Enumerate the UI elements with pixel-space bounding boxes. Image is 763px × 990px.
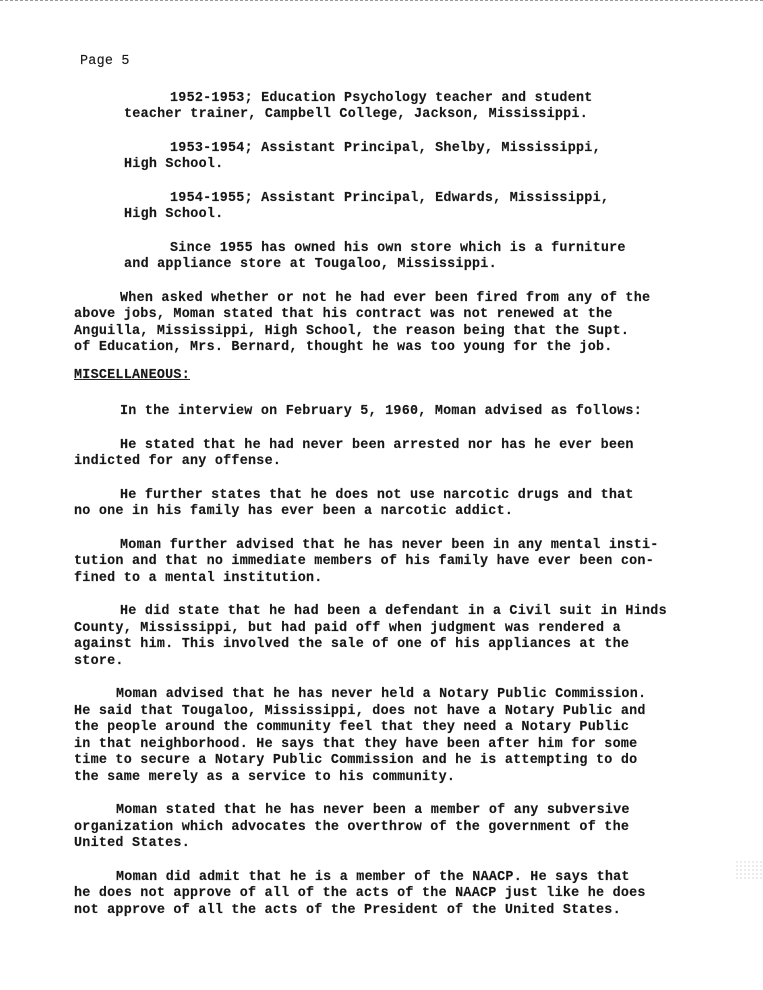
text-line: He stated that he had never been arrested nor has he ever been bbox=[120, 437, 634, 453]
text-line: 1954-1955; Assistant Principal, Edwards, Mississippi, bbox=[170, 190, 610, 206]
text-line: tution and that no immediate members of his family have ever been con- bbox=[74, 554, 654, 569]
text-line: In the interview on February 5, 1960, Moman advised as follows: bbox=[120, 404, 642, 419]
page-number: Page 5 bbox=[80, 54, 130, 69]
arrest-paragraph bbox=[74, 438, 724, 471]
text-line: High School. bbox=[124, 157, 224, 172]
text-line: teacher trainer, Campbell College, Jackson, Mississippi. bbox=[124, 107, 588, 122]
civil-suit-paragraph bbox=[74, 604, 724, 670]
text-line: County, Mississippi, but had paid off when judgment was rendered a bbox=[74, 620, 621, 636]
narcotics-paragraph bbox=[74, 488, 724, 521]
text-line: When asked whether or not he had ever been fired from any of the bbox=[120, 290, 651, 306]
text-line: store. bbox=[74, 653, 124, 669]
text-line: in that neighborhood. He says that they have been after him for some bbox=[74, 736, 638, 752]
text-line: Moman advised that he has never held a Notary Public Commission. bbox=[116, 687, 647, 702]
text-line: He did state that he had been a defendant in a Civil suit in Hinds bbox=[120, 604, 667, 619]
text-line: 1953-1954; Assistant Principal, Shelby, Mississippi, bbox=[170, 140, 601, 156]
text-line: Moman stated that he has never been a member of any subversive bbox=[116, 803, 630, 818]
employment-entry-1952 bbox=[124, 91, 724, 124]
text-line: He said that Tougaloo, Mississippi, does not have a Notary Public and bbox=[74, 703, 646, 719]
text-line: organization which advocates the overthrow of the government of the bbox=[74, 819, 630, 835]
fired-question-paragraph bbox=[74, 291, 724, 357]
text-line: Moman further advised that he has never been in any mental insti- bbox=[120, 537, 659, 553]
text-line: High School. bbox=[124, 207, 224, 222]
text-line: no one in his family has ever been a narcotic addict. bbox=[74, 504, 514, 519]
employment-entry-1953 bbox=[124, 141, 724, 174]
text-line: against him. This involved the sale of one of his appliances at the bbox=[74, 637, 630, 652]
text-line: the people around the community feel that they need a Notary Public bbox=[74, 720, 630, 735]
text-line: He further states that he does not use narcotic drugs and that bbox=[120, 487, 634, 503]
naacp-paragraph bbox=[74, 870, 724, 920]
text-line: time to secure a Notary Public Commission and he is attempting to do bbox=[74, 753, 638, 768]
mental-institution-paragraph bbox=[74, 538, 724, 588]
text-line: fined to a mental institution. bbox=[74, 570, 323, 586]
employment-entry-1954 bbox=[124, 191, 724, 224]
text-line: not approve of all the acts of the President of the United States. bbox=[74, 902, 621, 918]
notary-paragraph bbox=[74, 687, 724, 786]
text-line: the same merely as a service to his community. bbox=[74, 769, 456, 785]
text-line: Anguilla, Mississippi, High School, the reason being that the Supt. bbox=[74, 323, 630, 339]
text-line: and appliance store at Tougaloo, Mississippi. bbox=[124, 257, 497, 272]
text-line: United States. bbox=[74, 836, 190, 851]
text-line: above jobs, Moman stated that his contract was not renewed at the bbox=[74, 307, 613, 322]
interview-intro-paragraph bbox=[74, 404, 724, 421]
text-line: of Education, Mrs. Bernard, thought he was too young for the job. bbox=[74, 340, 613, 355]
section-heading-miscellaneous: MISCELLANEOUS: bbox=[74, 367, 190, 383]
text-line: Since 1955 has owned his own store which is a furniture bbox=[170, 240, 626, 256]
text-line: 1952-1953; Education Psychology teacher and student bbox=[170, 90, 593, 106]
document-page bbox=[74, 54, 724, 936]
employment-entry-store bbox=[124, 241, 724, 274]
subversive-paragraph bbox=[74, 803, 724, 853]
page-top-edge bbox=[0, 0, 763, 1]
text-line: Moman did admit that he is a member of the NAACP. He says that bbox=[116, 869, 630, 885]
text-line: he does not approve of all of the acts of the NAACP just like he does bbox=[74, 886, 646, 901]
text-line: indicted for any offense. bbox=[74, 454, 282, 469]
scan-noise bbox=[735, 860, 763, 880]
